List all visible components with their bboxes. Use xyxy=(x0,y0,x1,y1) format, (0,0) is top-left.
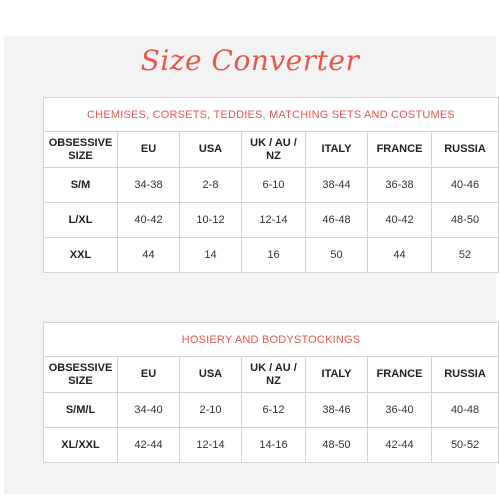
table-cell: 6-10 xyxy=(242,168,306,203)
table-header-row xyxy=(44,132,499,168)
table-cell: 44 xyxy=(118,238,180,273)
table-cell: 48-50 xyxy=(306,428,368,463)
table-cell: 12-14 xyxy=(180,428,242,463)
table-cell: 16 xyxy=(242,238,306,273)
table-header-row xyxy=(44,357,499,393)
table-caption: HOSIERY AND BODYSTOCKINGS xyxy=(44,323,499,357)
table-cell: 48-50 xyxy=(432,203,499,238)
column-header: ITALY xyxy=(306,357,368,393)
table-cell: 40-48 xyxy=(432,393,499,428)
column-header: UK / AU / NZ xyxy=(242,357,306,393)
column-header: FRANCE xyxy=(368,357,432,393)
row-size-label: XXL xyxy=(44,238,118,273)
row-size-label: XL/XXL xyxy=(44,428,118,463)
table-cell: 2-8 xyxy=(180,168,242,203)
table-row xyxy=(44,203,499,238)
column-header: USA xyxy=(180,357,242,393)
table-cell: 34-38 xyxy=(118,168,180,203)
row-size-label: S/M xyxy=(44,168,118,203)
table-row xyxy=(44,393,499,428)
table-cell: 34-40 xyxy=(118,393,180,428)
table-cell: 2-10 xyxy=(180,393,242,428)
table-cell: 12-14 xyxy=(242,203,306,238)
column-header: OBSESSIVE SIZE xyxy=(44,132,118,168)
column-header: FRANCE xyxy=(368,132,432,168)
table-caption-row xyxy=(44,323,499,357)
table-cell: 40-46 xyxy=(432,168,499,203)
size-table-hosiery xyxy=(43,322,499,463)
table-cell: 38-44 xyxy=(306,168,368,203)
table-cell: 6-12 xyxy=(242,393,306,428)
table-cell: 40-42 xyxy=(118,203,180,238)
column-header: USA xyxy=(180,132,242,168)
table-cell: 42-44 xyxy=(368,428,432,463)
table-cell: 42-44 xyxy=(118,428,180,463)
column-header: UK / AU / NZ xyxy=(242,132,306,168)
table-cell: 14 xyxy=(180,238,242,273)
table-row xyxy=(44,168,499,203)
table-row xyxy=(44,428,499,463)
table-cell: 50-52 xyxy=(432,428,499,463)
column-header: RUSSIA xyxy=(432,132,499,168)
size-table-chemises xyxy=(43,97,499,273)
row-size-label: S/M/L xyxy=(44,393,118,428)
table-cell: 36-40 xyxy=(368,393,432,428)
column-header: ITALY xyxy=(306,132,368,168)
table-cell: 38-46 xyxy=(306,393,368,428)
table-cell: 46-48 xyxy=(306,203,368,238)
table-cell: 36-38 xyxy=(368,168,432,203)
column-header: EU xyxy=(118,357,180,393)
column-header: EU xyxy=(118,132,180,168)
column-header: OBSESSIVE SIZE xyxy=(44,357,118,393)
table-cell: 50 xyxy=(306,238,368,273)
column-header: RUSSIA xyxy=(432,357,499,393)
row-size-label: L/XL xyxy=(44,203,118,238)
table-cell: 14-16 xyxy=(242,428,306,463)
page-title: Size Converter xyxy=(140,44,360,77)
table-cell: 44 xyxy=(368,238,432,273)
table-cell: 10-12 xyxy=(180,203,242,238)
table-cell: 40-42 xyxy=(368,203,432,238)
table-cell: 52 xyxy=(432,238,499,273)
table-caption-row xyxy=(44,98,499,132)
table-row xyxy=(44,238,499,273)
table-caption: CHEMISES, CORSETS, TEDDIES, MATCHING SETS AND COSTUMES xyxy=(44,98,499,132)
